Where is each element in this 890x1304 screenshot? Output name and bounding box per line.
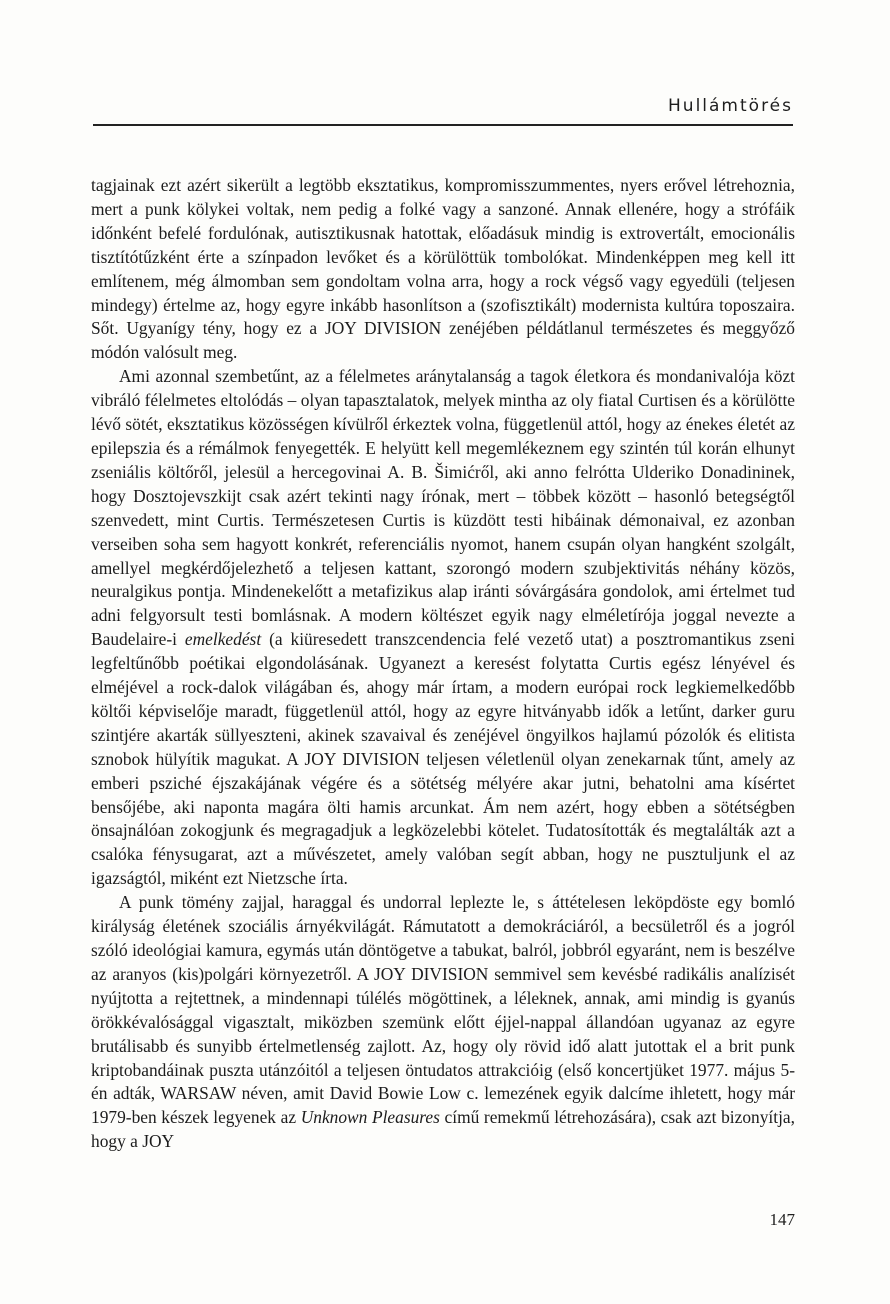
page-number: 147 [769,1210,795,1229]
paragraph-1: tagjainak ezt azért sikerült a legtöbb eksztatikus, kompromisszummentes, nyers erővel létrehoznia, mert a punk kölykei voltak, nem pedig a folké vagy a sanzoné. Annak ellenére, hogy a strófáik időnként befelé fordulónak, autisztikusnak hatottak, előadásuk mindig is extrovertált, emocionális tisztítótűzként érte a színpadon levőket és a körülöttük tombolókat. Mindenképpen meg kell itt említenem, még álmomban sem gondoltam volna arra, hogy a rock végső vagy egyedüli (teljesen mindegy) értelme az, hogy egyre inkább hasonlítson a (szofisztikált) modernista kultúra toposzaira. Sőt. Ugyanígy tény, hogy ez a JOY DIVISION zenéjében példátlanul természetes és meggyőző módón valósult meg. [91,175,795,363]
paragraph-2-emphasis: emelkedést [184,629,262,650]
running-head: Hullámtörés [668,96,793,116]
body-text [91,174,795,1154]
paragraph-3-part-1: A punk tömény zajjal, haraggal és undorral leplezte le, s áttételesen leköpdöste egy bomló királyság életének szociális árnyékvilágát. Rámutatott a demokráciáról, a becsületről és a jogról szóló ideológiai kamura, egymás után döntögetve a tabukat, balról, jobbról egyaránt, nem is beszélve az aranyos (kis)polgári környezetről. A JOY DIVISION semmivel sem kevésbé radikális analízisét nyújtotta a rejtettnek, a mindennapi túlélés mögöttinek, a léleknek, annak, ami mindig is gyanús örökkévalósággal vigasztalt, miközben szemünk előtt éjjel-nappal állandóan ugyanaz az egyre brutálisabb és sunyibb értelmetlenség zajlott. Az, hogy oly rövid idő alatt jutottak el a brit punk kriptobandáinak puszta utánzóitól a teljesen öntudatos attrakcióig (első koncertjüket 1977. május 5-én adták, WARSAW néven, amit David Bowie Low c. lemezének egyik dalcíme ihletett, hogy már 1979-ben készek legyenek az [91,892,795,1128]
paragraph-2 [91,365,795,891]
paragraph-3 [91,891,795,1154]
paragraph-3-emphasis: Unknown Pleasures [300,1107,440,1128]
paragraph-2-part-1: Ami azonnal szembetűnt, az a félelmetes aránytalanság a tagok életkora és mondanivalója közt vibráló félelmetes eltolódás – olyan tapasztalatok, melyek mintha az oly fiatal Curtisen és a körülötte lévő sötét, eksztatikus közösségen kívülről érkeztek volna, függetlenül attól, hogy az énekes életét az epilepszia és a rémálmok fenyegették. E helyütt kell megemlékeznem egy szintén túl korán elhunyt zseniális költőről, jelesül a hercegovinai A. B. Šimićről, aki anno felrótta Ulderiko Donadininek, hogy Dosztojevszkijt csak azért tekinti nagy írónak, mert – többek között – hasonló betegségtől szenvedett, mint Curtis. Természetesen Curtis is küzdött testi hibáinak démonaival, ez azonban verseiben soha sem hagyott konkrét, referenciális nyomot, hanem csupán olyan hangként szolgált, amellyel megkérdőjelezhető a teljesen kattant, szorongó modern szubjektivitás néhány közös, neuralgikus pontja. Mindenekelőtt a metafizikus alap iránti sóvárgására gondolok, ami értelmet tud adni felgyorsult testi bomlásnak. A modern költészet egyik nagy elméletírója joggal nevezte a Baudelaire-i [91,366,795,650]
paragraph-3-part-2: című remekmű létrehozására), csak azt bizonyítja, hogy a JOY [91,1107,795,1152]
header-rule [93,124,793,126]
paragraph-2-part-2: (a kiüresedett transzcendencia felé vezető utat) a posztromantikus zseni legfeltűnőbb poétikai elgondolásának. Ugyanezt a keresést folytatta Curtis egész lényével és elméjével a rock-dalok világában és, ahogy már írtam, a modern európai rock legkiemelkedőbb költői képviselője maradt, függetlenül attól, hogy az egyre hitványabb idők a letűnt, darker guru szintjére akarták süllyeszteni, akinek szavaival és zenéjével öngyilkos hajlamú pózolók és elitista sznobok hülyítik magukat. A JOY DIVISION teljesen véletlenül olyan zenekarnak tűnt, amely az emberi psziché éjszakájának végére és a sötétség mélyére akar jutni, behatolni ama kísértet bensőjébe, aki naponta magára ölti hamis arcunkat. Ám nem azért, hogy ebben a sötétségben önsajnálóan zokogjunk és megragadjuk a legközelebbi kötelet. Tudatosították és megtalálták azt a csalóka fénysugarat, azt a művészetet, amely valóban segít abban, hogy ne pusztuljunk el az igazságtól, miként ezt Nietzsche írta. [91,629,795,889]
